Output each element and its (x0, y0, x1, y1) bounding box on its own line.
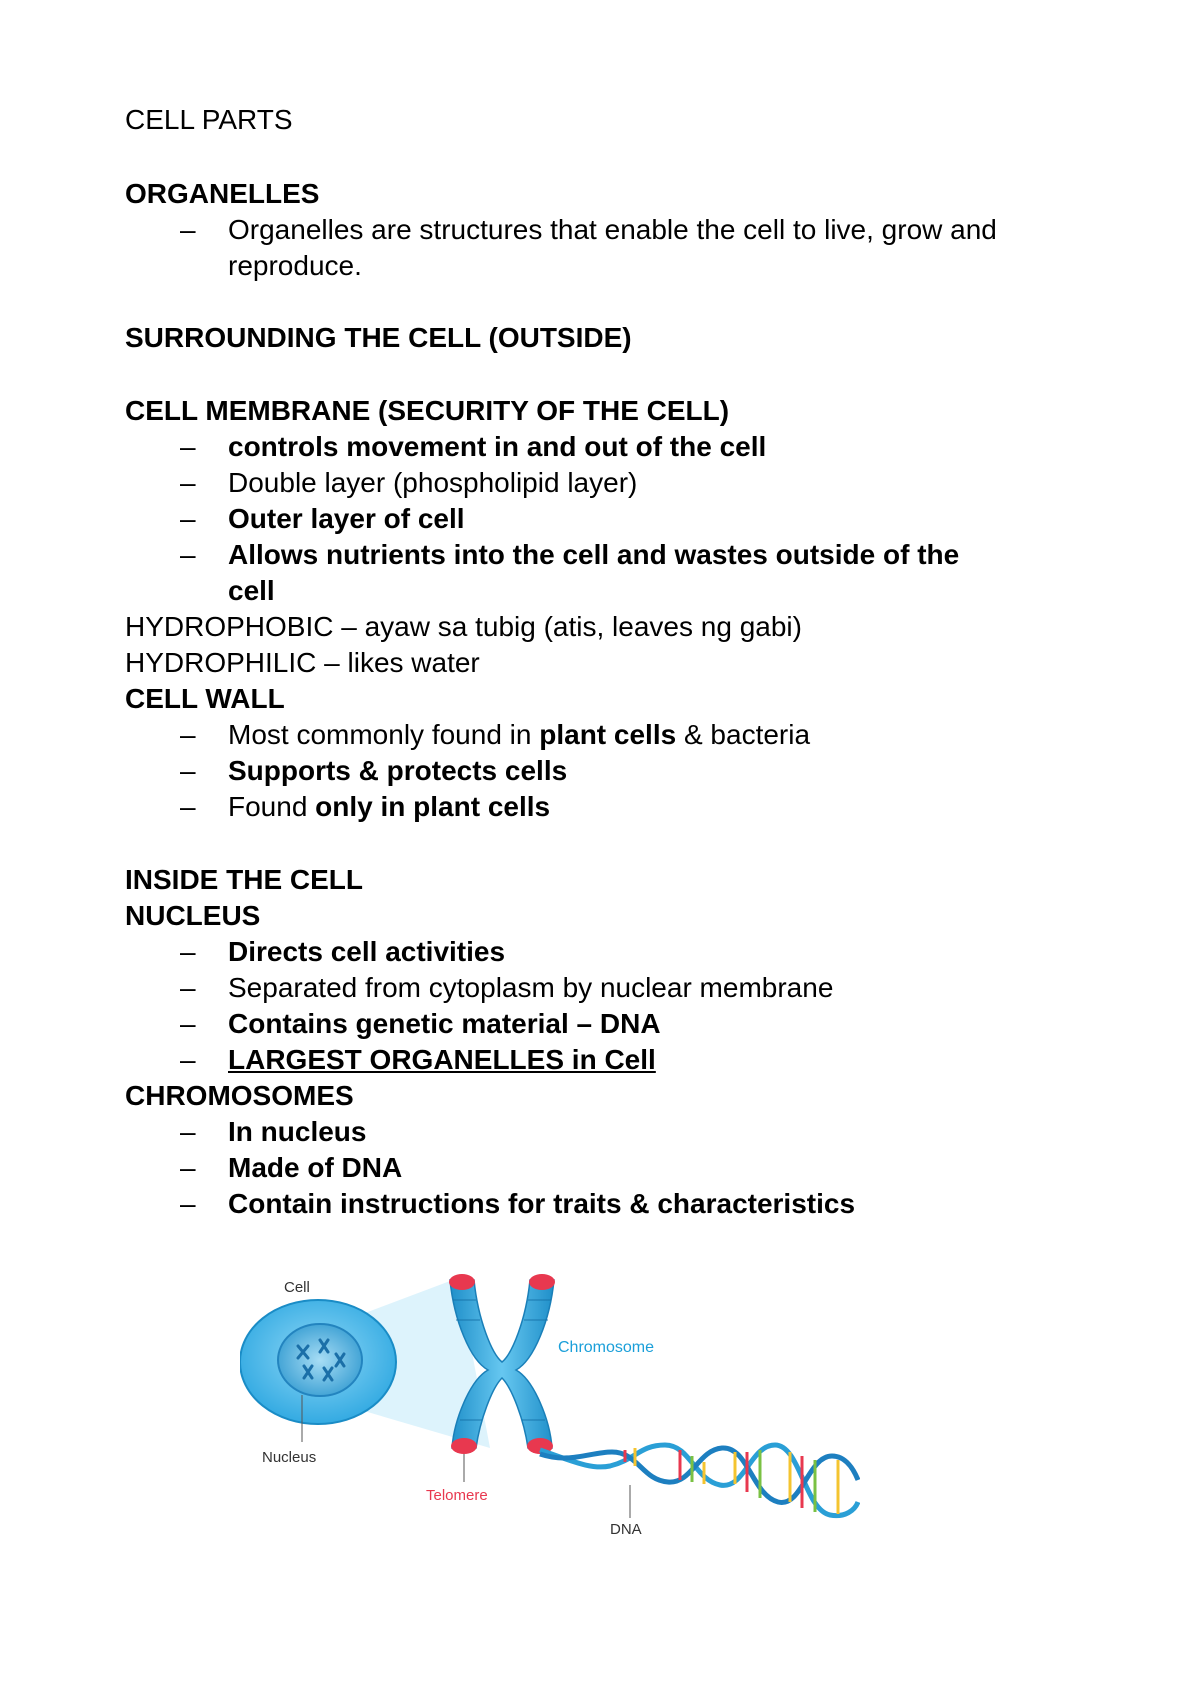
nucleus-label: Nucleus (262, 1449, 317, 1466)
cell-wall-item-text: & bacteria (676, 719, 811, 750)
dna-label: DNA (610, 1521, 642, 1538)
dna-helix-shape (540, 1445, 858, 1516)
membrane-item: Allows nutrients into the cell and wastes outside of the (228, 539, 960, 570)
surrounding-heading: SURROUNDING THE CELL (OUTSIDE) (125, 322, 632, 353)
nucleus-item: Contains genetic material – DNA (228, 1008, 661, 1039)
chromosomes-item: In nucleus (228, 1116, 367, 1147)
bullet-dash: – (180, 539, 196, 570)
bullet-dash: – (180, 431, 196, 462)
cell-chromosome-diagram (240, 1270, 860, 1550)
bullet-dash: – (180, 467, 196, 498)
bullet-dash: – (180, 1116, 196, 1147)
cell-wall-item (228, 717, 810, 753)
hydrophilic-line: HYDROPHILIC – likes water (125, 647, 480, 678)
cell-wall-item-text: Most commonly found in (228, 719, 540, 750)
bullet-dash: – (180, 719, 196, 750)
chromosomes-item: Contain instructions for traits & characteristics (228, 1188, 856, 1219)
bullet-dash: – (180, 791, 196, 822)
cell-wall-item: Supports & protects cells (228, 755, 568, 786)
hydrophobic-line: HYDROPHOBIC – ayaw sa tubig (atis, leaves ng gabi) (125, 611, 802, 642)
nucleus-item: Directs cell activities (228, 936, 506, 967)
membrane-item: controls movement in and out of the cell (228, 431, 767, 462)
organelles-desc-line1: Organelles are structures that enable the cell to live, grow and (228, 214, 997, 245)
bullet-dash: – (180, 503, 196, 534)
bullet-dash: – (180, 1044, 196, 1075)
document-title: CELL PARTS (125, 104, 293, 135)
cell-wall-item-bold: only in plant cells (315, 791, 551, 822)
telomere-shape (451, 1438, 477, 1454)
membrane-item-continued: cell (228, 575, 275, 606)
cell-wall-heading: CELL WALL (125, 683, 285, 714)
chromosomes-item: Made of DNA (228, 1152, 403, 1183)
cell-label: Cell (284, 1279, 310, 1296)
nucleus-heading: NUCLEUS (125, 900, 261, 931)
bullet-dash: – (180, 1008, 196, 1039)
chromosomes-heading: CHROMOSOMES (125, 1080, 354, 1111)
telomere-label: Telomere (426, 1487, 488, 1504)
organelles-heading: ORGANELLES (125, 178, 320, 209)
telomere-shape (529, 1274, 555, 1290)
cell-membrane-heading: CELL MEMBRANE (SECURITY OF THE CELL) (125, 395, 730, 426)
organelles-desc-line2: reproduce. (228, 250, 362, 281)
bullet-dash: – (180, 1152, 196, 1183)
membrane-item: Outer layer of cell (228, 503, 465, 534)
bullet-dash: – (180, 972, 196, 1003)
bullet-dash: – (180, 214, 196, 245)
cell-wall-item (228, 789, 550, 825)
inside-heading: INSIDE THE CELL (125, 864, 364, 895)
cell-wall-item-text: Found (228, 791, 316, 822)
bullet-dash: – (180, 1188, 196, 1219)
telomere-shape (449, 1274, 475, 1290)
membrane-item: Double layer (phospholipid layer) (228, 467, 638, 498)
nucleus-shape (278, 1324, 362, 1396)
chromosome-label: Chromosome (558, 1339, 655, 1356)
cell-wall-item-bold: plant cells (539, 719, 677, 750)
bullet-dash: – (180, 936, 196, 967)
nucleus-item-underlined: LARGEST ORGANELLES in Cell (228, 1044, 656, 1075)
bullet-dash: – (180, 755, 196, 786)
nucleus-item: Separated from cytoplasm by nuclear membrane (228, 972, 834, 1003)
